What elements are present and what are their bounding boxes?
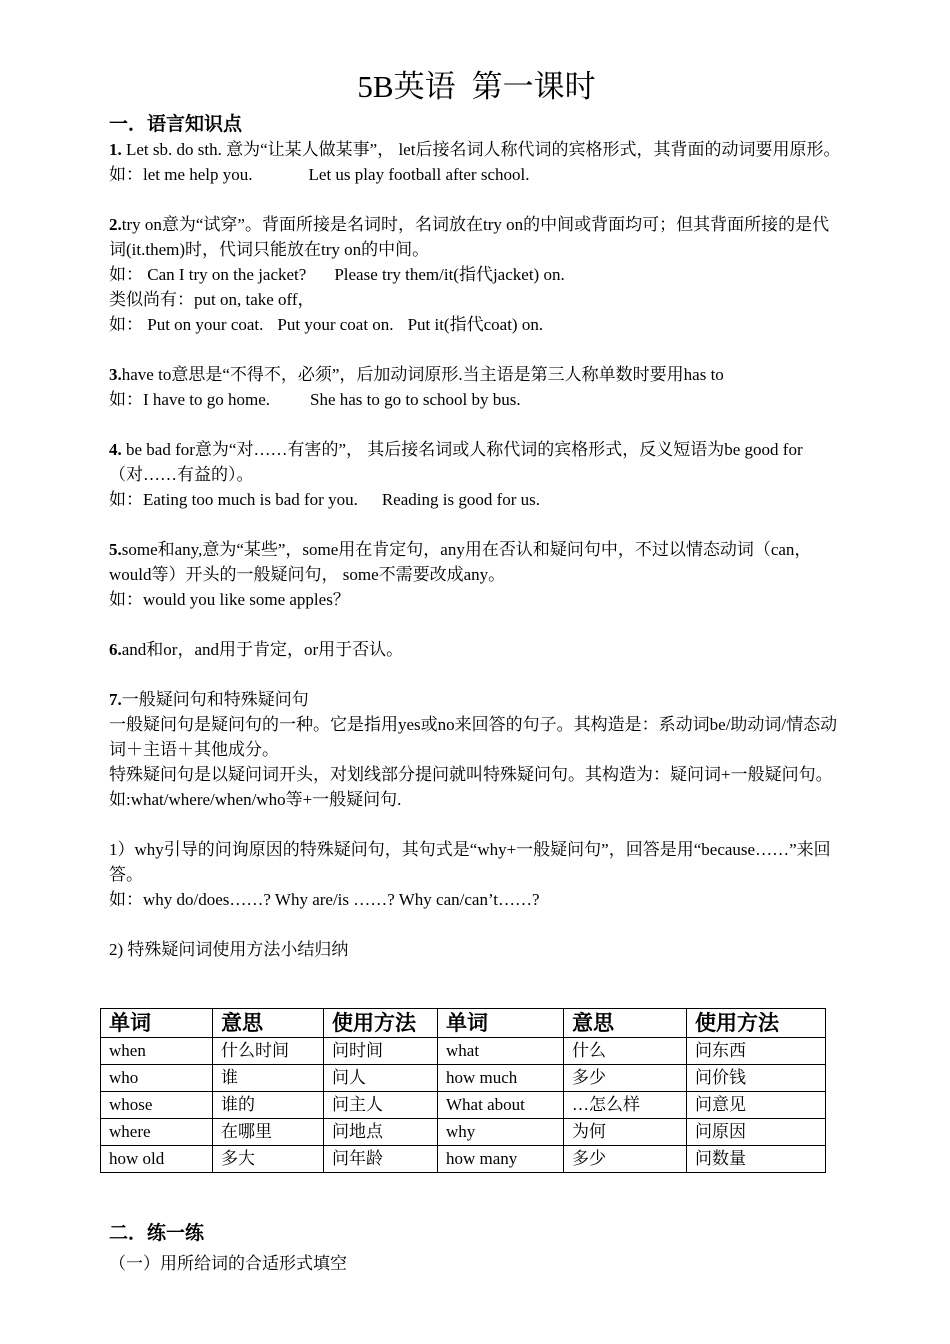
table-cell: 在哪里 bbox=[213, 1119, 324, 1146]
example-b: Reading is good for us. bbox=[381, 490, 541, 509]
item-text: Let sb. do sth. 意为“让某人做某事”， let后接名词人称代词的宾格形式，其背面的动词要用原形。 bbox=[121, 140, 841, 159]
table-cell: 问价钱 bbox=[687, 1065, 826, 1092]
section1-heading: 一．语言知识点 bbox=[109, 114, 243, 135]
example-c: Put it(指代coat) on. bbox=[407, 315, 544, 334]
table-cell: whose bbox=[101, 1092, 213, 1119]
table-cell: 多少 bbox=[564, 1065, 687, 1092]
example-b: Let us play football after school. bbox=[308, 165, 530, 184]
item-2-similar: 类似尚有：put on, take off， bbox=[109, 290, 315, 309]
example-a: 如：I have to go home. bbox=[109, 390, 270, 409]
table-cell: 谁 bbox=[213, 1065, 324, 1092]
example-a: 如：Eating too much is bad for you. bbox=[109, 490, 358, 509]
table-cell: 为何 bbox=[564, 1119, 687, 1146]
table-cell: 什么 bbox=[564, 1038, 687, 1065]
item-number: 2. bbox=[109, 215, 122, 234]
table-cell: 问原因 bbox=[687, 1119, 826, 1146]
item-text: and和or，and用于肯定，or用于否认。 bbox=[121, 640, 404, 659]
table-cell: 谁的 bbox=[213, 1092, 324, 1119]
example-a: 如： Can I try on the jacket? bbox=[109, 265, 307, 284]
example-a: 如： Put on your coat. bbox=[109, 315, 264, 334]
table-cell: 问时间 bbox=[324, 1038, 438, 1065]
item-text: 一般疑问句和特殊疑问句 bbox=[121, 690, 309, 709]
table-header-row bbox=[101, 1009, 826, 1038]
item-text: have to意思是“不得不，必须”，后加动词原形.当主语是第三人称单数时要用has to bbox=[121, 365, 724, 384]
table-cell: where bbox=[101, 1119, 213, 1146]
page-title bbox=[109, 62, 844, 112]
item-7 bbox=[109, 687, 844, 712]
item-2-example-2 bbox=[109, 312, 844, 337]
question-word-summary-label: 2) 特殊疑问词使用方法小结归纳 bbox=[109, 940, 349, 959]
item-4 bbox=[109, 437, 844, 487]
item-7-special-question: 特殊疑问句是以疑问词开头，对划线部分提问就叫特殊疑问句。其构造为：疑问词+一般疑问句。如:what/where/when/who等+一般疑问句. bbox=[109, 765, 833, 809]
example-a: 如：let me help you. bbox=[109, 165, 253, 184]
table-header: 意思 bbox=[564, 1009, 687, 1038]
item-1 bbox=[109, 137, 844, 162]
table-cell: 问数量 bbox=[687, 1146, 826, 1173]
table-cell: …怎么样 bbox=[564, 1092, 687, 1119]
item-number: 4. bbox=[109, 440, 122, 459]
example-b: Please try them/it(指代jacket) on. bbox=[334, 265, 565, 284]
item-text: some和any,意为“某些”，some用在肯定句，any用在否认和疑问句中，不过以情态动词（can， would等）开头的一般疑问句， some不需要改成any。 bbox=[109, 540, 812, 584]
table-cell: 问年龄 bbox=[324, 1146, 438, 1173]
table-header: 单词 bbox=[101, 1009, 213, 1038]
item-3-example bbox=[109, 387, 844, 412]
item-1-example bbox=[109, 162, 844, 187]
section2-subheading: （一）用所给词的合适形式填空 bbox=[109, 1254, 347, 1273]
table-cell: 什么时间 bbox=[213, 1038, 324, 1065]
table-cell: what bbox=[438, 1038, 564, 1065]
item-number: 1. bbox=[109, 140, 122, 159]
table-cell: 问地点 bbox=[324, 1119, 438, 1146]
table-cell: 问人 bbox=[324, 1065, 438, 1092]
table-cell: when bbox=[101, 1038, 213, 1065]
item-number: 7. bbox=[109, 690, 122, 709]
table-cell: 多大 bbox=[213, 1146, 324, 1173]
why-question-rule: 1）why引导的问询原因的特殊疑问句，其句式是“why+一般疑问句”，回答是用“because……”来回答。 bbox=[109, 840, 831, 884]
table-header: 使用方法 bbox=[687, 1009, 826, 1038]
item-7-general-question: 一般疑问句是疑问句的一种。它是指用yes或no来回答的句子。其构造是：系动词be/助动词/情态动词＋主语＋其他成分。 bbox=[109, 715, 838, 759]
item-6 bbox=[109, 637, 844, 662]
table-header: 意思 bbox=[213, 1009, 324, 1038]
table-row bbox=[101, 1065, 826, 1092]
title-right: 第一课时 bbox=[471, 69, 596, 104]
table-row bbox=[101, 1119, 826, 1146]
item-number: 3. bbox=[109, 365, 122, 384]
table-cell: how old bbox=[101, 1146, 213, 1173]
table-cell: who bbox=[101, 1065, 213, 1092]
item-text: try on意为“试穿”。背面所接是名词时，名词放在try on的中间或背面均可；但其背面所接的是代词(it.them)时，代词只能放在try on的中间。 bbox=[109, 215, 830, 259]
table-row bbox=[101, 1092, 826, 1119]
section2-heading: 二．练一练 bbox=[109, 1223, 205, 1244]
table-cell: 问意见 bbox=[687, 1092, 826, 1119]
question-words-table bbox=[100, 1008, 826, 1173]
table-cell: how much bbox=[438, 1065, 564, 1092]
table-row bbox=[101, 1146, 826, 1173]
table-cell: why bbox=[438, 1119, 564, 1146]
table-header: 使用方法 bbox=[324, 1009, 438, 1038]
table-cell: how many bbox=[438, 1146, 564, 1173]
item-5 bbox=[109, 537, 844, 587]
item-text: be bad for意为“对……有害的”， 其后接名词或人称代词的宾格形式，反义短语为be good for（对……有益的）。 bbox=[109, 440, 803, 484]
item-2-example bbox=[109, 262, 844, 287]
table-cell: 问主人 bbox=[324, 1092, 438, 1119]
example-b: She has to go to school by bus. bbox=[310, 390, 521, 409]
table-cell: 多少 bbox=[564, 1146, 687, 1173]
example-b: Put your coat on. bbox=[277, 315, 394, 334]
item-number: 5. bbox=[109, 540, 122, 559]
table-cell: What about bbox=[438, 1092, 564, 1119]
document-body bbox=[109, 62, 844, 962]
item-5-example: 如：would you like some apples？ bbox=[109, 590, 350, 609]
item-2 bbox=[109, 212, 844, 262]
table-row bbox=[101, 1038, 826, 1065]
item-3 bbox=[109, 362, 844, 387]
why-question-example: 如：why do/does……? Why are/is ……? Why can/can’t……? bbox=[109, 890, 540, 909]
item-number: 6. bbox=[109, 640, 122, 659]
item-4-example bbox=[109, 487, 844, 512]
table-header: 单词 bbox=[438, 1009, 564, 1038]
section-2 bbox=[109, 1221, 844, 1276]
title-left: 5B英语 bbox=[357, 69, 456, 104]
table-cell: 问东西 bbox=[687, 1038, 826, 1065]
